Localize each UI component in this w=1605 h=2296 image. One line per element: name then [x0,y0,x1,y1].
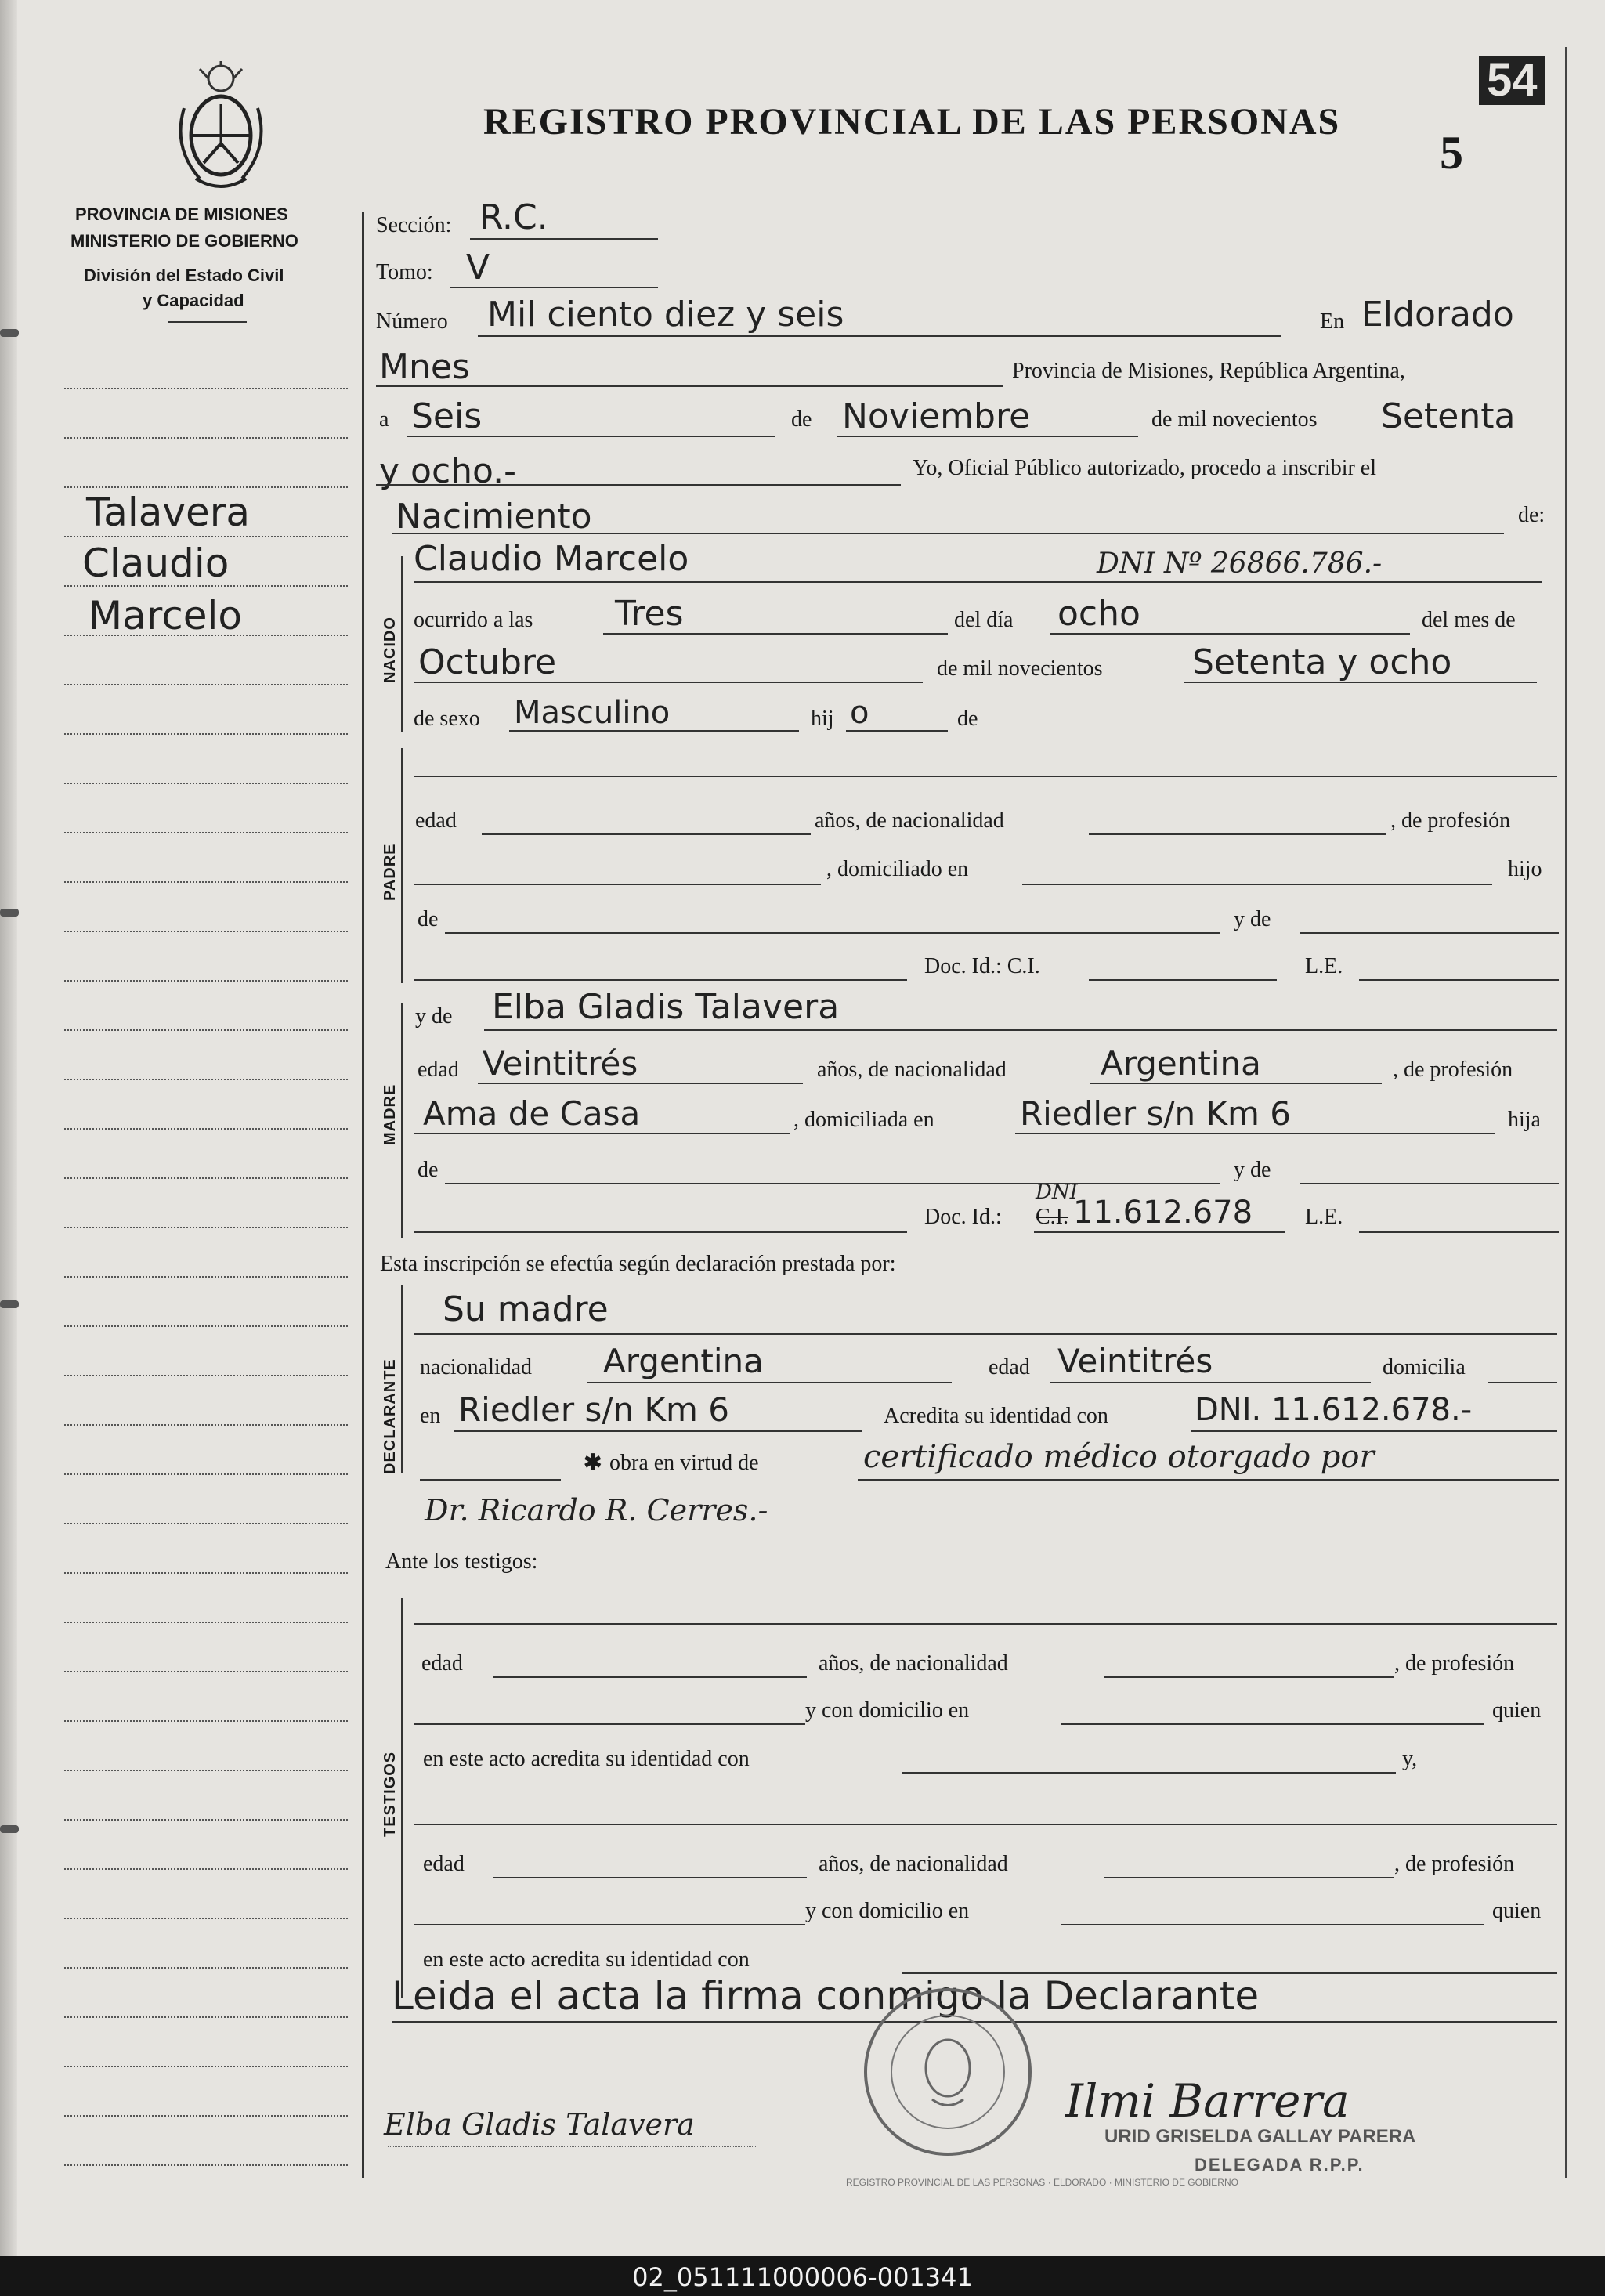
sexo-value: Masculino [514,695,671,731]
padre-section-label: PADRE [381,843,399,901]
margin-rule [64,1572,348,1574]
margin-rule [64,881,348,883]
margin-rule [64,1029,348,1031]
margin-rule [64,536,348,537]
margin-rule [64,2164,348,2166]
numero-value: Mil ciento diez y seis [487,295,844,334]
tomo-label: Tomo: [376,260,433,284]
testigo2-nacionalidad-line [1104,1877,1394,1878]
margin-rule [64,733,348,735]
declarante-age-line [1050,1382,1371,1383]
testigo1-anos-label: años, de nacionalidad [819,1651,1008,1676]
binding-hole [0,1825,19,1833]
declarante-line [414,1333,1557,1335]
image-footer [0,2256,1605,2296]
testigo1-acredita-line [902,1772,1396,1774]
margin-rule [64,1177,348,1179]
declarante-bracket [401,1285,403,1473]
mother-age-line [478,1083,803,1084]
padre-nacionalidad-line [1089,833,1386,835]
declarante-domicilia-line [1488,1382,1557,1383]
margin-rule [64,486,348,488]
birth-month-line [414,682,923,683]
binding-hole [0,329,19,337]
day-line [407,436,775,437]
margin-rule [64,1424,348,1426]
nacido-de-label: de [957,707,978,731]
mother-dni: 11.612.678 [1073,1195,1253,1231]
testigo2-domicilio-label: y con domicilio en [805,1899,970,1923]
margin-rule [64,2016,348,2018]
year-label: de mil novecientos [1151,407,1318,432]
asterisk-mark: ✱ [584,1451,602,1475]
testigo1-profesion-line [414,1723,805,1725]
nacido-section-label: NACIDO [381,616,399,683]
seccion-value: R.C. [479,197,548,237]
numero-label: Número [376,309,448,334]
margin-rule [64,1227,348,1228]
testigos-intro: Ante los testigos: [385,1549,538,1574]
padre-domicilio-line [1022,884,1492,885]
registration-day: Seis [411,396,483,436]
seccion-label: Sección: [376,213,452,237]
birth-hour: Tres [615,594,684,634]
mother-address-line [1015,1133,1495,1134]
obra-value: certificado médico otorgado por [863,1439,1375,1475]
testigo2-profesion-label: , de profesión [1394,1852,1515,1876]
en-label: En [1320,309,1345,334]
sidebar-division: División del Estado Civil [84,266,284,285]
obra-prefix-line [420,1479,561,1481]
act-value: Nacimiento [396,497,592,537]
margin-surname: Talavera [86,490,250,535]
madre-edad-label: edad [418,1058,459,1082]
year-line [376,484,901,486]
margin-rule [64,1671,348,1672]
margin-first-name: Claudio [82,541,230,586]
madre-anos-label: años, de nacionalidad [817,1058,1007,1082]
testigo1-y-label: y, [1402,1747,1418,1771]
testigo1-acredita-label: en este acto acredita su identidad con [423,1747,750,1771]
padre-le-line [1359,979,1559,981]
sexo-line [509,730,799,732]
margin-rule [64,1770,348,1771]
sidebar-division-2: y Capacidad [143,291,244,310]
hour-line [603,633,948,635]
hij-value: o [850,695,869,731]
madre-y-de2-label: y de [1234,1158,1271,1182]
margin-rule [64,437,348,439]
testigo1-edad-label: edad [421,1651,463,1676]
testigo1-name-line [414,1623,1557,1625]
leida-statement: Leida el acta la firma conmigo la Declarante [392,1973,1260,2019]
declarante-id-line [1191,1430,1557,1432]
madre-le-line [1359,1231,1559,1233]
obra-line [858,1479,1559,1481]
madre-domiciliada-label: , domiciliada en [793,1108,934,1132]
padre-bracket [401,748,403,983]
margin-rule [64,1325,348,1327]
padre-profesion-line [414,884,821,885]
book-binding-edge [0,0,17,2256]
declarante-value: Su madre [443,1289,609,1329]
official-seal-icon [858,1982,1038,2162]
mother-profession: Ama de Casa [423,1094,641,1133]
margin-rule [64,1967,348,1969]
sidebar-divider [168,321,247,323]
margin-rule [64,1128,348,1130]
madre-bracket [401,1003,403,1238]
padre-edad-line [482,833,811,835]
padre-edad-label: edad [415,808,457,833]
madre-doc-correction: DNI [1036,1181,1078,1204]
declarante-section-label: DECLARANTE [381,1358,399,1474]
margin-rule [64,783,348,784]
hij-label: hij [811,707,834,731]
margin-rule [64,388,348,389]
sexo-label: de sexo [414,707,480,731]
de-label: de [791,407,812,432]
margin-rule [64,1523,348,1524]
declarante-acredita-label: Acredita su identidad con [884,1404,1108,1428]
madre-doc-prefix-line [414,1231,907,1233]
right-border [1565,47,1567,2178]
madre-hija-label: hija [1508,1108,1541,1132]
padre-parent-line-2 [1300,932,1559,934]
testigo2-profesion-line [414,1924,805,1925]
birth-year-label: de mil novecientos [937,656,1103,681]
place-value: Mnes [379,347,470,387]
declarante-edad-label: edad [989,1355,1030,1379]
seal-text: REGISTRO PROVINCIAL DE LAS PERSONAS · ELDORADO · MINISTERIO DE GOBIERNO [846,2177,1238,2188]
margin-rule [64,1720,348,1722]
padre-profesion-label: , de profesión [1390,808,1511,833]
testigo1-quien-label: quien [1492,1698,1542,1723]
declarante-age: Veintitrés [1057,1342,1213,1380]
de-colon-label: de: [1518,503,1545,527]
padre-le-label: L.E. [1305,954,1343,978]
margin-rule [64,2115,348,2117]
padre-name-line [414,776,1557,777]
testigo1-domicilio-line [1061,1723,1484,1725]
testigo2-domicilio-line [1061,1924,1484,1925]
tomo-value: V [466,248,490,287]
tomo-line [450,287,658,288]
mother-dni-line [1034,1231,1285,1233]
testigo2-edad-label: edad [423,1852,465,1876]
provincia-text: Provincia de Misiones, República Argentina, [1012,359,1405,383]
folio-mark: 54 [1479,56,1545,105]
madre-parent-line-2 [1300,1183,1559,1184]
padre-doc-prefix-line [414,979,907,981]
padre-parent-line [445,932,1220,934]
a-label: a [379,407,389,432]
margin-rule [64,684,348,685]
padre-de-label: de [418,907,439,931]
image-code: 02_051111000006-001341 [632,2262,973,2292]
numero-line [478,335,1281,337]
ocurrido-label: ocurrido a las [414,608,533,632]
testigo1-edad-line [493,1676,807,1678]
sidebar-province: PROVINCIA DE MISIONES [75,204,288,224]
margin-rule [64,1918,348,1919]
child-name: Claudio Marcelo [414,539,689,579]
birth-month: Octubre [418,642,557,682]
madre-y-de-label: y de [415,1004,453,1029]
sidebar-ministry: MINISTERIO DE GOBIERNO [70,231,298,251]
act-line [392,533,1504,534]
declarante-id: DNI. 11.612.678.- [1195,1392,1473,1428]
padre-domiciliado-label: , domiciliado en [826,857,969,881]
margin-rule [64,1375,348,1376]
testigo2-name-line [414,1824,1557,1825]
officer-role: DELEGADA R.P.P. [1195,2155,1365,2175]
declarante-en-label: en [420,1404,441,1428]
registration-year-2: y ocho.- [379,451,517,491]
testigo2-edad-line [493,1877,807,1878]
testigo2-acredita-label: en este acto acredita su identidad con [423,1947,750,1972]
obra-label: obra en virtud de [609,1451,759,1475]
del-mes-label: del mes de [1422,608,1516,632]
month-line [837,436,1138,437]
birth-year: Setenta y ocho [1192,642,1452,682]
en-value: Eldorado [1361,295,1514,334]
madre-doc-struck: C.I. [1036,1205,1068,1229]
coat-of-arms-icon [168,61,274,198]
officer-signature: Ilmi Barrera [1065,2074,1350,2128]
place-line [376,385,1003,387]
testigo1-nacionalidad-line [1104,1676,1394,1678]
doctor-value: Dr. Ricardo R. Cerres.- [425,1493,768,1528]
nacido-bracket [401,556,403,732]
child-name-line [414,581,1542,583]
hij-line [846,730,948,732]
declarante-nationality-line [587,1382,952,1383]
mother-signature: Elba Gladis Talavera [384,2107,695,2142]
margin-rule [64,1819,348,1821]
birth-day-line [1050,633,1410,635]
padre-anos-label: años, de nacionalidad [815,808,1004,833]
binding-hole [0,909,19,917]
child-dni: DNI Nº 26866.786.- [1097,548,1383,580]
mother-signature-line [388,2146,756,2147]
madre-parent-line [445,1183,1220,1184]
declarante-address-line [454,1430,862,1432]
margin-rule [64,1276,348,1278]
testigo1-profesion-label: , de profesión [1394,1651,1515,1676]
margin-separator [362,212,364,2178]
margin-rule [64,832,348,833]
padre-hijo-label: hijo [1508,857,1542,881]
testigo2-anos-label: años, de nacionalidad [819,1852,1008,1876]
madre-de-label: de [418,1158,439,1182]
declarante-domicilia-label: domicilia [1383,1355,1466,1379]
margin-rule [64,1473,348,1475]
margin-rule [64,2066,348,2067]
declarante-address: Riedler s/n Km 6 [458,1390,730,1429]
binding-hole [0,1300,19,1308]
registration-month: Noviembre [842,396,1031,436]
birth-year-line [1184,682,1537,683]
margin-rule [64,980,348,982]
madre-le-label: L.E. [1305,1205,1343,1229]
margin-rule [64,1622,348,1623]
margin-rule [64,1079,348,1080]
margin-rule [64,1868,348,1870]
seccion-line [470,238,658,240]
officer-text: Yo, Oficial Público autorizado, procedo a inscribir el [913,456,1377,480]
mother-name: Elba Gladis Talavera [492,987,840,1027]
testigo1-domicilio-label: y con domicilio en [805,1698,970,1723]
margin-second-name: Marcelo [89,593,242,638]
testigo2-quien-label: quien [1492,1899,1542,1923]
registration-year: Setenta [1381,396,1516,436]
mother-name-line [484,1029,1557,1031]
birth-day: ocho [1057,594,1140,634]
mother-address: Riedler s/n Km 6 [1020,1094,1292,1133]
mother-age: Veintitrés [483,1044,638,1083]
madre-section-label: MADRE [381,1083,399,1145]
padre-y-de-label: y de [1234,907,1271,931]
testigos-bracket [401,1598,403,1998]
declarante-nationality: Argentina [603,1342,764,1380]
page-number: 5 [1440,127,1463,179]
mother-nationality-line [1090,1083,1382,1084]
testigos-section-label: TESTIGOS [381,1751,399,1837]
madre-doc-label: Doc. Id.: [924,1205,1002,1229]
declarante-nacionalidad-label: nacionalidad [420,1355,533,1379]
del-dia-label: del día [954,608,1014,632]
margin-rule [64,931,348,932]
officer-name: URID GRISELDA GALLAY PARERA [1104,2126,1416,2147]
padre-doc-line [1089,979,1277,981]
padre-doc-label: Doc. Id.: C.I. [924,954,1040,978]
madre-profesion-label: , de profesión [1393,1058,1513,1082]
page-title: REGISTRO PROVINCIAL DE LAS PERSONAS [483,101,1341,143]
mother-nationality: Argentina [1101,1044,1261,1083]
mother-profession-line [414,1133,790,1134]
declaracion-intro: Esta inscripción se efectúa según declaración prestada por: [380,1252,896,1276]
